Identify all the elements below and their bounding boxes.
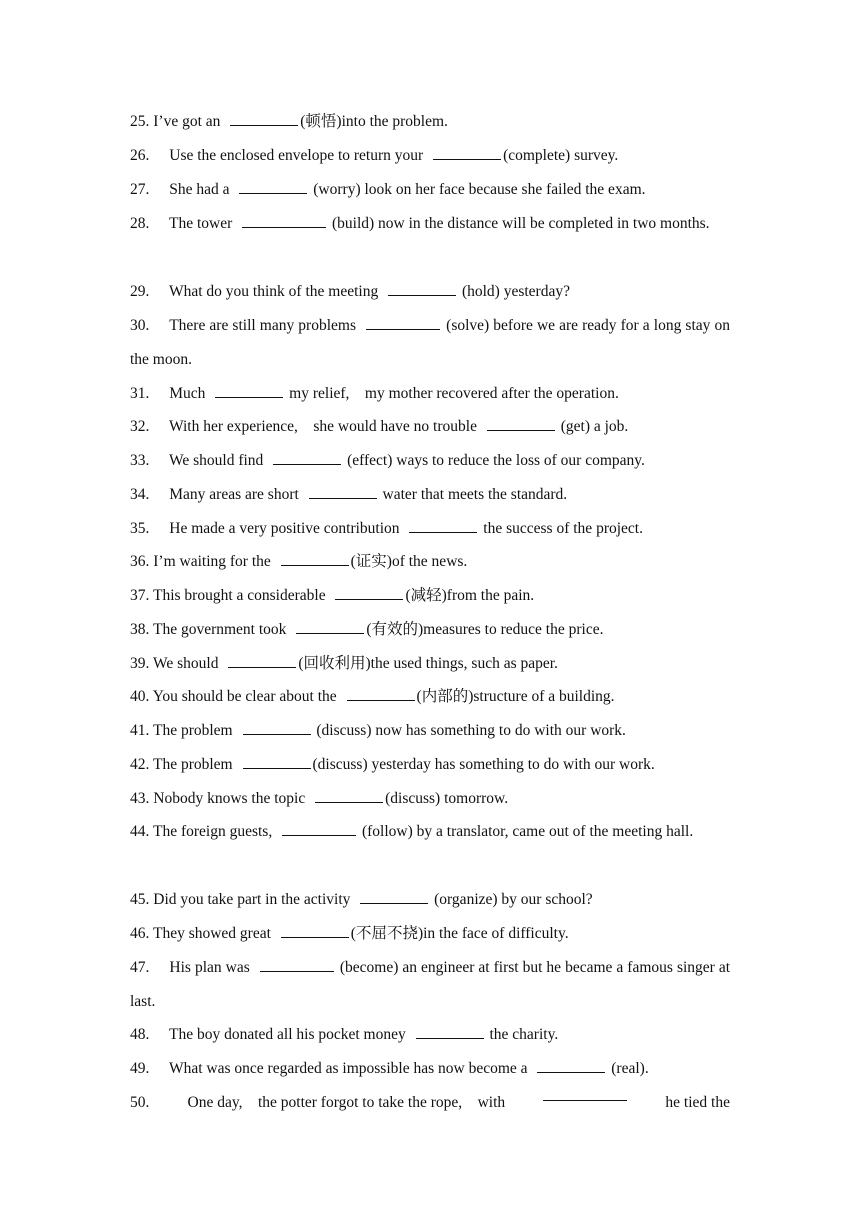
question-number: 31. (130, 385, 150, 402)
question-47 (130, 951, 730, 1019)
question-text-after: (不屈不挠)in the face of difficulty. (350, 925, 569, 942)
question-text-after: (回收利用)the used things, such as paper. (298, 655, 558, 672)
question-text-after: (hold) yesterday? (461, 283, 570, 300)
question-number: 33. (130, 452, 150, 469)
question-text-before: I’m waiting for the (153, 553, 271, 570)
question-text-before: The government took (152, 621, 287, 638)
question-text-before: The problem (152, 722, 233, 739)
question-text-before: Use the enclosed envelope to return your (169, 147, 424, 164)
answer-blank[interactable] (347, 686, 415, 701)
answer-blank[interactable] (433, 145, 501, 160)
question-text-after: (solve) before we are ready for a long stay on the moon. (130, 317, 730, 368)
question-number: 49. (130, 1060, 150, 1077)
question-text-before: I’ve got an (153, 113, 221, 130)
question-text-before: We should find (168, 452, 264, 469)
question-48 (130, 1018, 730, 1052)
question-31 (130, 377, 730, 411)
question-number: 36. (130, 553, 150, 570)
question-number: 25. (130, 113, 150, 130)
question-45 (130, 883, 730, 917)
question-text-after: (discuss) yesterday has something to do with our work. (312, 756, 655, 773)
question-text-after: (discuss) tomorrow. (385, 790, 509, 807)
answer-blank[interactable] (409, 518, 477, 533)
answer-blank[interactable] (360, 889, 428, 904)
question-46 (130, 917, 730, 951)
question-text-after: (worry) look on her face because she failed the exam. (313, 181, 646, 198)
question-number: 40. (130, 688, 150, 705)
answer-blank[interactable] (242, 213, 326, 228)
question-number: 39. (130, 655, 150, 672)
question-text-after: the charity. (489, 1026, 559, 1043)
question-text-before: What was once regarded as impossible has now become a (168, 1060, 528, 1077)
question-number: 45. (130, 891, 150, 908)
answer-blank[interactable] (543, 1086, 627, 1101)
question-number: 43. (130, 790, 150, 807)
question-49 (130, 1052, 730, 1086)
answer-blank[interactable] (243, 720, 311, 735)
question-text-before: The boy donated all his pocket money (168, 1026, 406, 1043)
question-text-after: (discuss) now has something to do with our work. (316, 722, 626, 739)
question-text-after: (证实)of the news. (350, 553, 468, 570)
answer-blank[interactable] (239, 179, 307, 194)
answer-blank[interactable] (315, 788, 383, 803)
answer-blank[interactable] (260, 957, 334, 972)
answer-blank[interactable] (335, 585, 403, 600)
question-number: 38. (130, 621, 150, 638)
answer-blank[interactable] (366, 315, 440, 330)
question-number: 35. (130, 520, 150, 537)
question-text-after: (become) an engineer at first but he became a famous singer at last. (130, 959, 731, 1010)
question-43 (130, 782, 730, 816)
answer-blank[interactable] (281, 551, 349, 566)
answer-blank[interactable] (273, 450, 341, 465)
question-number: 48. (130, 1026, 150, 1043)
answer-blank[interactable] (416, 1024, 484, 1039)
question-29 (130, 275, 730, 309)
question-text-after: (顿悟)into the problem. (300, 113, 448, 130)
question-text-before: She had a (169, 181, 230, 198)
answer-blank[interactable] (230, 111, 298, 126)
question-25 (130, 105, 730, 139)
question-35 (130, 512, 730, 546)
answer-blank[interactable] (537, 1058, 605, 1073)
question-50 (130, 1086, 730, 1120)
question-number: 47. (130, 959, 150, 976)
question-text-after: (organize) by our school? (434, 891, 593, 908)
question-number: 28. (130, 215, 150, 232)
question-34 (130, 478, 730, 512)
question-text-before: You should be clear about the (152, 688, 337, 705)
question-text-after: (complete) survey. (503, 147, 619, 164)
question-number: 44. (130, 823, 150, 840)
question-text-before: One day, the potter forgot to take the rope, with (187, 1094, 506, 1111)
question-30 (130, 309, 730, 377)
question-27 (130, 173, 730, 207)
question-number: 32. (130, 418, 150, 435)
question-28 (130, 207, 730, 241)
question-text-before: With her experience, she would have no trouble (168, 418, 477, 435)
question-text-before: This brought a considerable (152, 587, 326, 604)
question-number: 34. (130, 486, 150, 503)
question-36 (130, 545, 730, 579)
question-text-before: He made a very positive contribution (169, 520, 400, 537)
answer-blank[interactable] (487, 416, 555, 431)
answer-blank[interactable] (296, 619, 364, 634)
question-text-before: Many areas are short (169, 486, 299, 503)
question-text-before: The problem (152, 756, 233, 773)
question-text-after: (get) a job. (560, 418, 629, 435)
answer-blank[interactable] (243, 754, 311, 769)
question-text-before: Did you take part in the activity (153, 891, 351, 908)
answer-blank[interactable] (388, 281, 456, 296)
question-37 (130, 579, 730, 613)
question-number: 37. (130, 587, 150, 604)
question-44 (130, 815, 730, 849)
question-40 (130, 680, 730, 714)
question-text-after: (effect) ways to reduce the loss of our company. (347, 452, 645, 469)
question-38 (130, 613, 730, 647)
question-text-after: (内部的)structure of a building. (416, 688, 615, 705)
question-number: 26. (130, 147, 150, 164)
answer-blank[interactable] (282, 821, 356, 836)
question-text-before: There are still many problems (169, 317, 356, 334)
answer-blank[interactable] (281, 923, 349, 938)
question-text-before: Much (169, 385, 206, 402)
question-text-before: They showed great (152, 925, 271, 942)
question-42 (130, 748, 730, 782)
question-text-before: Nobody knows the topic (153, 790, 306, 807)
question-number: 27. (130, 181, 150, 198)
question-33 (130, 444, 730, 478)
answer-blank[interactable] (228, 653, 296, 668)
question-39 (130, 647, 730, 681)
question-number: 50. (130, 1094, 150, 1111)
question-number: 42. (130, 756, 150, 773)
question-number: 30. (130, 317, 150, 334)
question-number: 41. (130, 722, 150, 739)
question-text-before: The foreign guests, (152, 823, 273, 840)
question-text-after: (follow) by a translator, came out of the meeting hall. (361, 823, 694, 840)
question-26 (130, 139, 730, 173)
question-text-after: my relief, my mother recovered after the operation. (289, 385, 619, 402)
question-text-after: water that meets the standard. (382, 486, 568, 503)
question-text-before: What do you think of the meeting (168, 283, 379, 300)
question-text-after: (减轻)from the pain. (405, 587, 535, 604)
answer-blank[interactable] (215, 383, 283, 398)
question-text-after: (build) now in the distance will be completed in two months. (332, 215, 710, 232)
question-32 (130, 410, 730, 444)
question-text-after: he tied the (665, 1094, 730, 1111)
question-text-before: We should (152, 655, 219, 672)
question-text-before: The tower (168, 215, 233, 232)
question-text-before: His plan was (169, 959, 250, 976)
answer-blank[interactable] (309, 484, 377, 499)
question-text-after: (有效的)measures to reduce the price. (366, 621, 604, 638)
question-number: 29. (130, 283, 150, 300)
question-41 (130, 714, 730, 748)
question-number: 46. (130, 925, 150, 942)
question-text-after: (real). (611, 1060, 649, 1077)
question-text-after: the success of the project. (483, 520, 643, 537)
